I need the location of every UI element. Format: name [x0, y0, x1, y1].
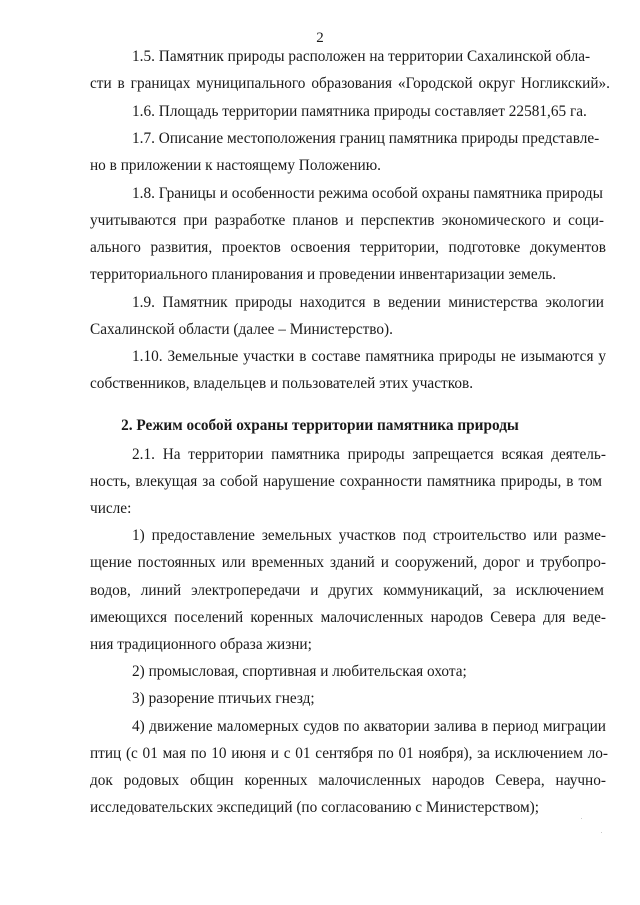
text-line: Сахалинской области (далее – Министерство). — [90, 321, 393, 338]
text-line: док родовых общин коренных малочисленных народов Севера, научно- — [90, 772, 606, 789]
text-line: ния традиционного образа жизни; — [90, 636, 312, 653]
text-line: 1.5. Памятник природы расположен на территории Сахалинской обла- — [132, 48, 591, 65]
text-line: 1.6. Площадь территории памятника природы составляет 22581,65 га. — [132, 103, 587, 120]
text-line: 4) движение маломерных судов по акватории залива в период миграции — [132, 718, 606, 735]
text-line: но в приложении к настоящему Положению. — [90, 157, 381, 174]
text-line: 1.9. Памятник природы находится в ведении министерства экологии — [132, 294, 604, 311]
text-line: собственников, владельцев и пользователей этих участков. — [90, 375, 474, 392]
text-line: ального развития, проектов освоения территории, подготовке документов — [90, 239, 606, 256]
text-line: водов, линий электропередачи и других коммуникаций, за исключением — [90, 582, 604, 599]
text-line: территориального планирования и проведении инвентаризации земель. — [90, 266, 557, 283]
text-line: 2.1. На территории памятника природы запрещается всякая деятель- — [132, 446, 606, 463]
text-line: щение постоянных или временных зданий и сооружений, дорог и трубопро- — [90, 554, 606, 571]
text-line: ность, влекущая за собой нарушение сохранности памятника природы, в том — [90, 473, 602, 490]
text-line: 1.10. Земельные участки в составе памятника природы не изымаются у — [132, 348, 606, 365]
text-line: учитываются при разработке планов и перспектив экономического и соци- — [90, 212, 604, 229]
scan-speck — [601, 832, 602, 833]
text-line: 3) разорение птичьих гнезд; — [132, 690, 315, 707]
text-line: 1.8. Границы и особенности режима особой охраны памятника природы — [132, 185, 603, 202]
text-line: имеющихся поселений коренных малочисленных народов Севера для веде- — [90, 609, 606, 626]
scan-speck — [581, 818, 582, 819]
text-line: числе: — [90, 500, 132, 517]
text-line: 2) промысловая, спортивная и любительская охота; — [132, 663, 467, 680]
text-line: 1) предоставление земельных участков под строительство или разме- — [132, 527, 606, 544]
text-line: исследовательских экспедиций (по согласованию с Министерством); — [90, 799, 539, 816]
text-line: 1.7. Описание местоположения границ памятника природы представле- — [132, 130, 600, 147]
page-number: 2 — [316, 30, 324, 46]
text-line: птиц (с 01 мая по 10 июня и с 01 сентября по 01 ноября), за исключением ло- — [90, 745, 608, 762]
text-line: сти в границах муниципального образования «Городской округ Ногликский». — [90, 75, 610, 92]
section-heading: 2. Режим особой охраны территории памятника природы — [121, 417, 519, 434]
